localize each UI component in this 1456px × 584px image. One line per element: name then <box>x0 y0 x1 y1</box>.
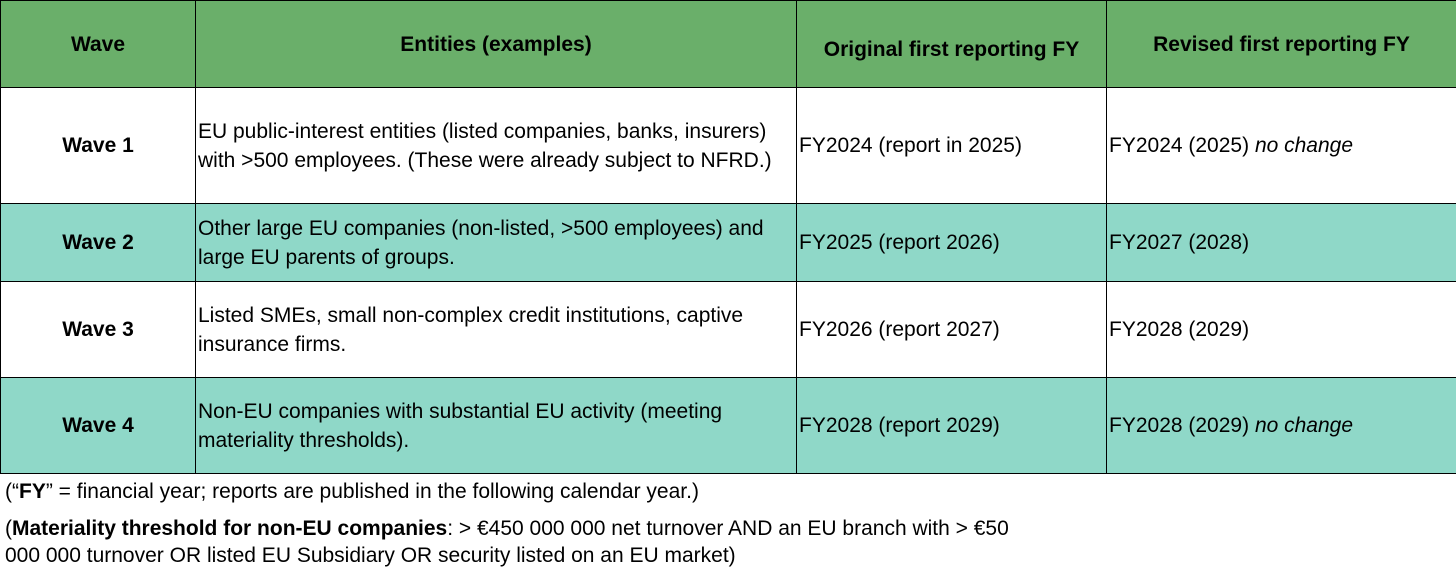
footnotes <box>5 478 1015 569</box>
original-fy-cell: FY2026 (report 2027) <box>797 282 1107 378</box>
revised-fy-value: FY2024 (2025) <box>1109 134 1250 157</box>
revised-fy-value: FY2027 (2028) <box>1109 231 1250 254</box>
entities-cell: Listed SMEs, small non-complex credit institutions, captive insurance firms. <box>196 282 797 378</box>
table-row <box>1 204 1456 282</box>
wave-label: Wave 2 <box>1 204 196 282</box>
table-row <box>1 378 1456 474</box>
header-revised-fy: Revised first reporting FY <box>1107 1 1456 88</box>
materiality-term: Materiality threshold for non-EU companies <box>12 517 448 540</box>
revised-fy-value: FY2028 (2029) <box>1109 318 1250 341</box>
original-fy-cell: FY2024 (report in 2025) <box>797 88 1107 204</box>
original-fy-cell: FY2028 (report 2029) <box>797 378 1107 474</box>
note-text: (“ <box>5 480 19 503</box>
fy-definition-note <box>5 478 1015 505</box>
original-fy-cell: FY2025 (report 2026) <box>797 204 1107 282</box>
revised-fy-note: no change <box>1254 134 1354 157</box>
note-text: ” = financial year; reports are published in the following calendar year.) <box>45 480 699 503</box>
table-row <box>1 282 1456 378</box>
note-text: ( <box>5 517 12 540</box>
revised-fy-cell <box>1107 282 1456 378</box>
wave-label: Wave 1 <box>1 88 196 204</box>
table-row <box>1 88 1456 204</box>
revised-fy-cell <box>1107 378 1456 474</box>
note-text: : > €450 000 000 net turnover AND an EU branch with > €50 000 000 turnover OR listed EU Subsidiary OR security listed on an EU market) <box>5 517 1009 567</box>
wave-label: Wave 3 <box>1 282 196 378</box>
revised-fy-note: no change <box>1254 414 1354 437</box>
entities-cell: EU public-interest entities (listed companies, banks, insurers) with >500 employees. (These were already subject to NFRD.) <box>196 88 797 204</box>
materiality-threshold-note <box>5 515 1015 569</box>
revised-fy-cell <box>1107 88 1456 204</box>
entities-cell: Non-EU companies with substantial EU activity (meeting materiality thresholds). <box>196 378 797 474</box>
header-entities: Entities (examples) <box>196 1 797 88</box>
revised-fy-cell <box>1107 204 1456 282</box>
fy-term: FY <box>19 480 46 503</box>
entities-cell: Other large EU companies (non-listed, >500 employees) and large EU parents of groups. <box>196 204 797 282</box>
revised-fy-value: FY2028 (2029) <box>1109 414 1250 437</box>
header-original-fy: Original first reporting FY <box>797 1 1107 88</box>
header-wave: Wave <box>1 1 196 88</box>
wave-label: Wave 4 <box>1 378 196 474</box>
table-header-row <box>1 1 1456 88</box>
